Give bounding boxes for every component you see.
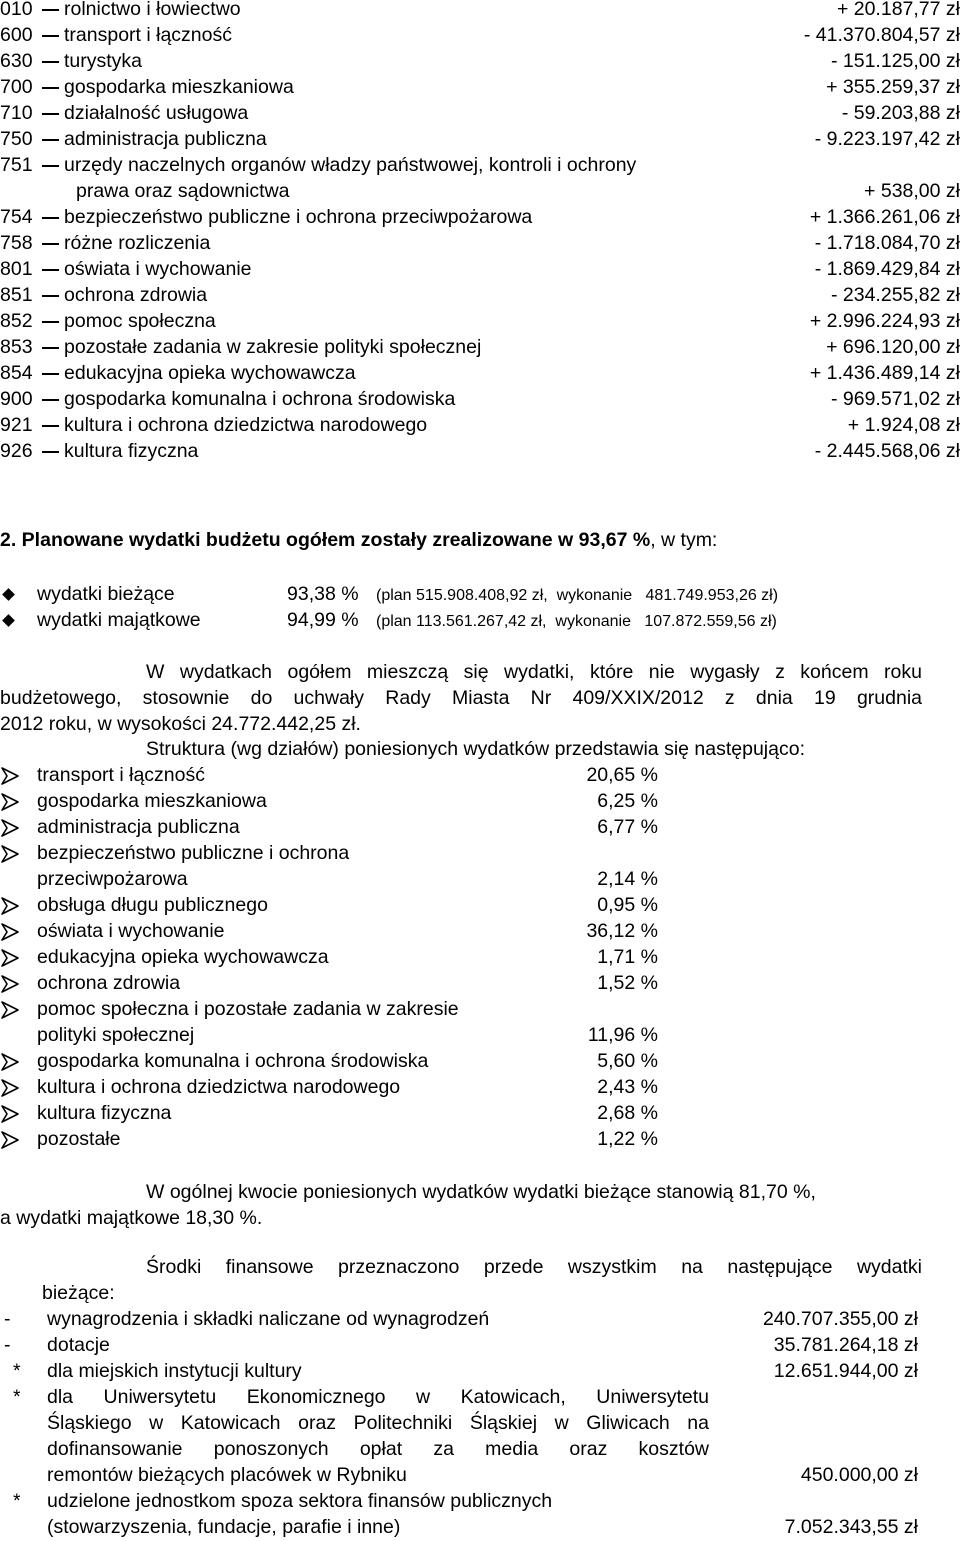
dash-icon	[42, 217, 59, 219]
fund-marker: -	[4, 1308, 11, 1330]
fund-marker: *	[13, 1386, 21, 1408]
change-code: 853	[0, 336, 33, 358]
para1-line1: W wydatkach ogółem mieszczą się wydatki, które nie wygasły z końcem roku	[146, 661, 922, 683]
dash-icon	[42, 165, 59, 167]
fund-amount: 35.781.264,18 zł	[773, 1334, 918, 1356]
structure-percent: 2,14 %	[597, 868, 658, 890]
fund-line: dotacje	[47, 1334, 110, 1356]
change-name: pomoc społeczna	[64, 310, 216, 332]
dash-icon	[42, 425, 59, 427]
change-code: 926	[0, 440, 33, 462]
change-name: kultura fizyczna	[64, 440, 199, 462]
fund-line: (stowarzyszenia, fundacje, parafie i inne)	[47, 1516, 401, 1538]
bullet-percent: 94,99 %	[287, 609, 359, 631]
change-name: gospodarka komunalna i ochrona środowiska	[64, 388, 456, 410]
fund-line: udzielone jednostkom spoza sektora finansów publicznych	[47, 1490, 553, 1512]
para1-line3: 2012 roku, w wysokości 24.772.442,25 zł.	[0, 713, 361, 735]
change-name: edukacyjna opieka wychowawcza	[64, 362, 356, 384]
change-code: 751	[0, 154, 33, 176]
fund-marker: -	[4, 1334, 11, 1356]
fund-amount: 12.651.944,00 zł	[773, 1360, 918, 1382]
fund-line-row	[47, 1307, 489, 1331]
change-name: działalność usługowa	[64, 102, 249, 124]
change-name: transport i łączność	[64, 24, 232, 46]
structure-percent: 6,25 %	[597, 790, 658, 812]
bullet-percent: 93,38 %	[287, 583, 359, 605]
arrow-bullet-icon	[0, 1130, 20, 1150]
change-code: 754	[0, 206, 33, 228]
change-amount: - 234.255,82 zł	[830, 284, 960, 306]
change-name: pozostałe zadania w zakresie polityki społecznej	[64, 336, 482, 358]
section2-heading-rest: , w tym:	[650, 529, 718, 551]
structure-percent: 36,12 %	[586, 920, 658, 942]
bullet-detail: (plan 515.908.408,92 zł, wykonanie 481.749.953,26 zł)	[376, 587, 779, 604]
arrow-bullet-icon	[0, 1000, 20, 1020]
dash-icon	[42, 295, 59, 297]
dash-icon	[42, 347, 59, 349]
change-code: 921	[0, 414, 33, 436]
arrow-bullet-icon	[0, 974, 20, 994]
fund-line: wynagrodzenia i składki naliczane od wynagrodzeń	[47, 1308, 490, 1330]
change-amount: + 1.366.261,06 zł	[809, 206, 960, 228]
change-code: 758	[0, 232, 33, 254]
fund-line: Śląskiego w Katowicach oraz Politechniki Śląskiej w Gliwicach na	[47, 1412, 709, 1434]
arrow-bullet-icon	[0, 792, 20, 812]
change-code: 010	[0, 0, 33, 20]
bullet-label: wydatki majątkowe	[37, 609, 201, 631]
structure-percent: 0,95 %	[597, 894, 658, 916]
funds-intro-line2: bieżące:	[42, 1282, 115, 1304]
arrow-bullet-icon	[0, 896, 20, 916]
fund-line: remontów bieżących placówek w Rybniku	[47, 1464, 407, 1486]
arrow-bullet-icon	[0, 948, 20, 968]
change-code: 900	[0, 388, 33, 410]
fund-line-row	[47, 1359, 302, 1383]
section2-heading	[0, 528, 717, 552]
change-code: 851	[0, 284, 33, 306]
change-name: urzędy naczelnych organów władzy państwowej, kontroli i ochrony	[64, 154, 637, 176]
fund-line-row	[47, 1385, 709, 1409]
structure-label-cont: przeciwpożarowa	[37, 868, 188, 890]
fund-line-row	[47, 1437, 709, 1461]
change-name: rolnictwo i łowiectwo	[64, 0, 241, 20]
change-name: ochrona zdrowia	[64, 284, 208, 306]
structure-percent: 11,96 %	[587, 1024, 658, 1046]
structure-percent: 6,77 %	[597, 816, 658, 838]
change-name: różne rozliczenia	[64, 232, 211, 254]
structure-label: edukacyjna opieka wychowawcza	[37, 946, 329, 968]
arrow-bullet-icon	[0, 1052, 20, 1072]
change-code: 700	[0, 76, 33, 98]
change-amount: + 696.120,00 zł	[826, 336, 960, 358]
fund-amount: 240.707.355,00 zł	[762, 1308, 918, 1330]
change-name: administracja publiczna	[64, 128, 267, 150]
fund-amount: 450.000,00 zł	[800, 1464, 918, 1486]
change-name: turystyka	[64, 50, 143, 72]
para1-line2: budżetowego, stosownie do uchwały Rady Miasta Nr 409/XXIX/2012 z dnia 19 grudnia	[0, 687, 922, 709]
change-code: 750	[0, 128, 33, 150]
funds-intro-line1: Środki finansowe przeznaczono przede wszystkim na następujące wydatki	[146, 1256, 922, 1278]
structure-percent: 5,60 %	[597, 1050, 658, 1072]
structure-label: kultura fizyczna	[37, 1102, 172, 1124]
change-amount: + 1.924,08 zł	[847, 414, 960, 436]
structure-percent: 1,52 %	[597, 972, 658, 994]
change-amount: + 2.996.224,93 zł	[809, 310, 960, 332]
structure-label: pomoc społeczna i pozostałe zadania w zakresie	[37, 998, 459, 1020]
change-name-cont: prawa oraz sądownictwa	[76, 180, 290, 202]
change-amount: - 9.223.197,42 zł	[814, 128, 960, 150]
change-amount: - 41.370.804,57 zł	[803, 24, 960, 46]
dash-icon	[42, 399, 59, 401]
fund-amount: 7.052.343,55 zł	[784, 1516, 918, 1538]
dash-icon	[42, 269, 59, 271]
change-amount: - 151.125,00 zł	[830, 50, 960, 72]
change-code: 600	[0, 24, 33, 46]
fund-line: dla miejskich instytucji kultury	[47, 1360, 302, 1382]
structure-label: kultura i ochrona dziedzictwa narodowego	[37, 1076, 401, 1098]
fund-line: dla Uniwersytetu Ekonomicznego w Katowicach, Uniwersytetu	[47, 1386, 709, 1408]
fund-marker: *	[13, 1490, 21, 1512]
change-code: 630	[0, 50, 33, 72]
fund-line-row	[47, 1515, 400, 1539]
para1-line1-row	[0, 660, 922, 684]
structure-percent: 1,71 %	[597, 946, 658, 968]
change-name: oświata i wychowanie	[64, 258, 252, 280]
dash-icon	[42, 35, 59, 37]
structure-label: ochrona zdrowia	[37, 972, 181, 994]
structure-label: bezpieczeństwo publiczne i ochrona	[37, 842, 350, 864]
section2-heading-bold: 2. Planowane wydatki budżetu ogółem zostały zrealizowane w 93,67 %	[0, 529, 651, 551]
change-amount: + 20.187,77 zł	[836, 0, 960, 20]
structure-intro: Struktura (wg działów) poniesionych wydatków przedstawia się następująco:	[146, 738, 805, 760]
structure-label-cont: polityki społecznej	[37, 1024, 195, 1046]
structure-percent: 2,43 %	[597, 1076, 658, 1098]
funds-intro-line1-row	[146, 1255, 922, 1279]
change-amount: - 969.571,02 zł	[830, 388, 960, 410]
change-name: bezpieczeństwo publiczne i ochrona przeciwpożarowa	[64, 206, 533, 228]
change-code: 852	[0, 310, 33, 332]
dash-icon	[42, 113, 59, 115]
change-code: 854	[0, 362, 33, 384]
arrow-bullet-icon	[0, 922, 20, 942]
diamond-bullet-icon	[2, 588, 15, 601]
change-amount: + 1.436.489,14 zł	[809, 362, 960, 384]
dash-icon	[42, 321, 59, 323]
fund-marker: *	[13, 1360, 21, 1382]
fund-line-row	[47, 1411, 709, 1435]
dash-icon	[42, 373, 59, 375]
structure-percent: 1,22 %	[597, 1128, 658, 1150]
change-name: gospodarka mieszkaniowa	[64, 76, 294, 98]
dash-icon	[42, 61, 59, 63]
fund-line: dofinansowanie ponoszonych opłat za media oraz kosztów	[47, 1438, 709, 1460]
structure-label: obsługa długu publicznego	[37, 894, 268, 916]
dash-icon	[42, 87, 59, 89]
para1-line2-row	[0, 686, 922, 710]
diamond-bullet-icon	[2, 614, 15, 627]
dash-icon	[42, 451, 59, 453]
arrow-bullet-icon	[0, 818, 20, 838]
arrow-bullet-icon	[0, 1078, 20, 1098]
arrow-bullet-icon	[0, 844, 20, 864]
structure-label: gospodarka komunalna i ochrona środowiska	[37, 1050, 429, 1072]
structure-label: pozostałe	[37, 1128, 121, 1150]
bullet-detail: (plan 113.561.267,42 zł, wykonanie 107.872.559,56 zł)	[376, 613, 777, 630]
dash-icon	[42, 243, 59, 245]
change-amount: + 538,00 zł	[864, 180, 960, 202]
change-code: 801	[0, 258, 33, 280]
structure-label: oświata i wychowanie	[37, 920, 225, 942]
share-para-line1: W ogólnej kwocie poniesionych wydatków wydatki bieżące stanowią 81,70 %,	[146, 1181, 816, 1203]
fund-line-row	[47, 1463, 407, 1487]
arrow-bullet-icon	[0, 1104, 20, 1124]
arrow-bullet-icon	[0, 766, 20, 786]
fund-line-row	[47, 1489, 552, 1513]
change-amount: - 1.718.084,70 zł	[814, 232, 960, 254]
structure-label: gospodarka mieszkaniowa	[37, 790, 267, 812]
structure-label: transport i łączność	[37, 764, 205, 786]
dash-icon	[42, 139, 59, 141]
change-amount: - 1.869.429,84 zł	[814, 258, 960, 280]
bullet-label: wydatki bieżące	[37, 583, 175, 605]
share-para-line2: a wydatki majątkowe 18,30 %.	[0, 1207, 263, 1229]
structure-percent: 20,65 %	[586, 764, 658, 786]
dash-icon	[42, 9, 59, 11]
change-amount: - 59.203,88 zł	[841, 102, 960, 124]
change-code: 710	[0, 102, 33, 124]
change-amount: + 355.259,37 zł	[826, 76, 960, 98]
structure-label: administracja publiczna	[37, 816, 240, 838]
structure-percent: 2,68 %	[597, 1102, 658, 1124]
change-name: kultura i ochrona dziedzictwa narodowego	[64, 414, 428, 436]
fund-line-row	[47, 1333, 110, 1357]
change-amount: - 2.445.568,06 zł	[814, 440, 960, 462]
